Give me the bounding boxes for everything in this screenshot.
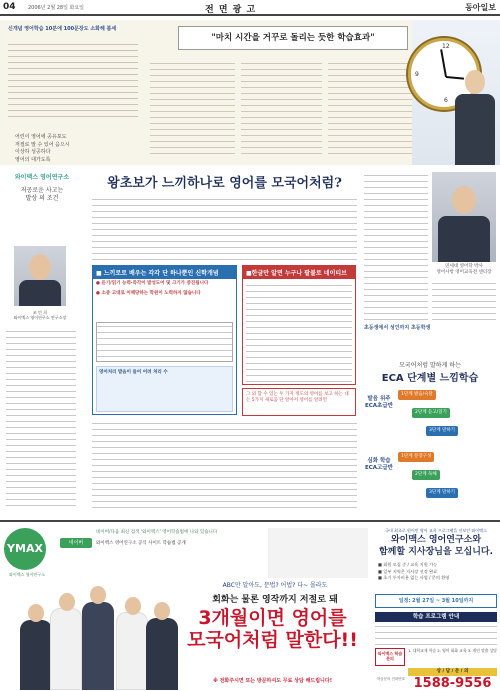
page-header xyxy=(0,0,500,16)
eca-step: 1단계 발음/숙달 xyxy=(398,390,436,400)
phone-label: 상 / 담 / 문 / 의 xyxy=(408,668,497,676)
blue-point-1: ● 듣기/읽기 능력·즉각이 발성도어 및 크기가 증진됩니다 xyxy=(96,281,209,286)
headline-line: 3개월이면 영어를 xyxy=(198,607,347,629)
eca-step-list xyxy=(398,388,496,446)
right-column-text-2 xyxy=(432,280,496,324)
eca-steps xyxy=(364,388,496,510)
info-box: 와이맥스 학습문의 xyxy=(375,648,405,666)
lead-body-text xyxy=(8,41,138,121)
eca-step: 3단계 말하기 xyxy=(426,488,458,498)
blue-box-header: ■ 느끼로로 배우는 각각 단 하나뿐인 신학개념 xyxy=(93,266,236,279)
franchise-list xyxy=(378,562,496,582)
comparison-table xyxy=(96,322,233,362)
eca-step: 1단계 문장구성 xyxy=(398,452,434,462)
main-headline xyxy=(175,608,370,652)
search-banner: 네이버/다음 최신 검색 '와이맥스' 영어학습법에 나와 있습니다 xyxy=(96,530,218,535)
eca-step: 2단계 독해 xyxy=(412,470,440,480)
author-portrait xyxy=(14,246,66,306)
franchise-title xyxy=(375,535,497,558)
franchise-title-line: 와이맥스 영어연구소와 xyxy=(390,535,482,545)
portrait-caption xyxy=(8,310,72,320)
red-box-footnote: 그 외 할 수 있는 두 가지 정도의 영어를 보고 하는 대는 5가지 새로움 단 알아서 영어를 알려면 xyxy=(242,388,356,416)
info-body: 1. 대학교재 학습 2. 영어 회화 교육 3. 개인 맞춤 상담 xyxy=(408,648,497,653)
logo-caption: 와이맥스 영어연구소 xyxy=(8,572,46,577)
hook-small: ABC만 알아도, 문법? 어법? 다~ 몰라도 xyxy=(222,582,328,589)
ad-tagline: 와이맥스 영어연구소 공식 사이트 학습법 공개 xyxy=(96,541,186,546)
article-title: 왕초보가 느끼하나로 영어를 모국어처럼? xyxy=(107,176,342,191)
lead-kicker: 신개념 영어학습 10분에 100문장도 소화해 봄세 xyxy=(8,26,117,32)
expert-caption-line: 연세대 영어학 박사 xyxy=(445,264,483,269)
right-column-text xyxy=(364,172,428,322)
list-item: ■ 회원 모집 중 / 교육 지원 가능 xyxy=(378,562,438,567)
eca-step-list xyxy=(398,450,496,508)
profile-subtitle xyxy=(7,187,77,204)
slogan-line: 영어의 대가도록 xyxy=(15,156,51,163)
franchise-title-line: 함께할 지사장님을 모십니다. xyxy=(378,546,493,557)
red-box-header: ■한글만 알면 누구나 팔불로 네이티브 xyxy=(243,266,355,279)
profile-header xyxy=(7,172,77,204)
eca-heading xyxy=(364,360,496,384)
ad-body-columns xyxy=(150,60,412,156)
blue-box-point xyxy=(93,279,236,289)
eca-row-advanced xyxy=(364,450,496,508)
eca-subtitle: 모국어처럼 말하게 하는 xyxy=(399,362,461,369)
eca-row-label: 심화 학습 ECA고급반 xyxy=(365,458,393,472)
search-tag: 네이버 xyxy=(60,538,92,548)
red-box-body xyxy=(246,282,352,382)
caption-role: 와이맥스 영어연구소 연구소장 xyxy=(13,315,67,321)
blue-footer-title: 영어처리 발음이 들어 어려 처리 수 xyxy=(99,370,168,375)
column-text xyxy=(6,328,76,510)
slogan-block xyxy=(15,134,125,164)
slogan-line: 저절로 말 수 있어 음으시 xyxy=(15,141,70,148)
profile-subtitle-line: 발상 의 조건 xyxy=(25,195,59,203)
blue-point-2: ● 소중 고대로 이해당하는 학원이 노력하지 않습니다 xyxy=(96,291,201,297)
profile-title: 와이맥스 영어연구소 xyxy=(14,174,70,181)
caption-name: 조 민 희 xyxy=(32,310,48,315)
list-item: ■ 초기 투자비용 없는 사업 / 문의 환영 xyxy=(378,575,450,580)
blue-box-point xyxy=(93,289,236,299)
publication-name: 동아일보 xyxy=(465,3,496,12)
eca-step: 2단계 듣고/읽기 xyxy=(412,408,450,418)
article-body xyxy=(92,196,357,262)
students-image xyxy=(20,582,180,690)
hook-big: 회화는 물론 영작까지 저절로 돼 xyxy=(212,595,338,605)
schedule-box: 일정: 2월 27일 ~ 3월 10일까지 xyxy=(375,594,497,608)
feature-box-blue xyxy=(92,265,237,415)
slogan-line: 이상하 성공하다 xyxy=(15,149,51,155)
eca-title: ECA 단계별 느낌학습 xyxy=(381,373,479,384)
date-line: 2006년 2월 28일 화요일 xyxy=(28,5,85,11)
headline-line: 모국어처럼 말한다!! xyxy=(187,628,358,651)
franchise-kicker: 국내 최초로 원어민 영어 교육 프로그램을 선보인 와이맥스 xyxy=(385,528,487,533)
phone-number[interactable]: 1588-9556 xyxy=(413,676,492,691)
feature-box-red xyxy=(242,265,356,385)
contact-line: 초등생에서 성인까지 초등학생 xyxy=(364,325,431,331)
list-item: ■ 일부 지역은 지사장 선정 완료 xyxy=(378,568,438,574)
slogan-line: 어린이 영어에 공유포도 xyxy=(15,134,67,140)
headline-quote: "마치 시간을 거꾸로 돌리는 듯한 학습효과" xyxy=(178,26,408,50)
fine-print-panel xyxy=(268,528,368,578)
clock-icon: 12 6 9 xyxy=(408,38,480,110)
businessman-image xyxy=(455,70,495,165)
phone-caption: 학습문의 전화번호 xyxy=(376,677,406,681)
eca-step: 3단계 말하기 xyxy=(426,426,458,436)
page-number: 04 xyxy=(3,2,16,12)
program-list xyxy=(375,623,497,645)
profile-subtitle-line: 저공로운 사고는 xyxy=(20,187,64,194)
expert-caption-line: 영어사항 영어교육전 센터장 xyxy=(436,269,492,275)
program-header: 학습 프로그램 안내 xyxy=(375,612,497,622)
article-body-lower xyxy=(92,420,357,510)
eca-row-label: 발음 위주 ECA초급반 xyxy=(365,396,393,410)
expert-caption xyxy=(432,264,496,276)
ymax-logo: YMAX xyxy=(4,528,46,570)
blue-box-footer xyxy=(96,366,233,412)
lead-intro xyxy=(8,26,138,134)
expert-portrait xyxy=(432,172,496,262)
section-title: 전 면 광 고 xyxy=(205,5,257,15)
footnote: ※ 전화주시면 또는 방문하셔도 무료 상담 해드립니다! xyxy=(212,678,333,684)
eca-row-basic xyxy=(364,388,496,446)
